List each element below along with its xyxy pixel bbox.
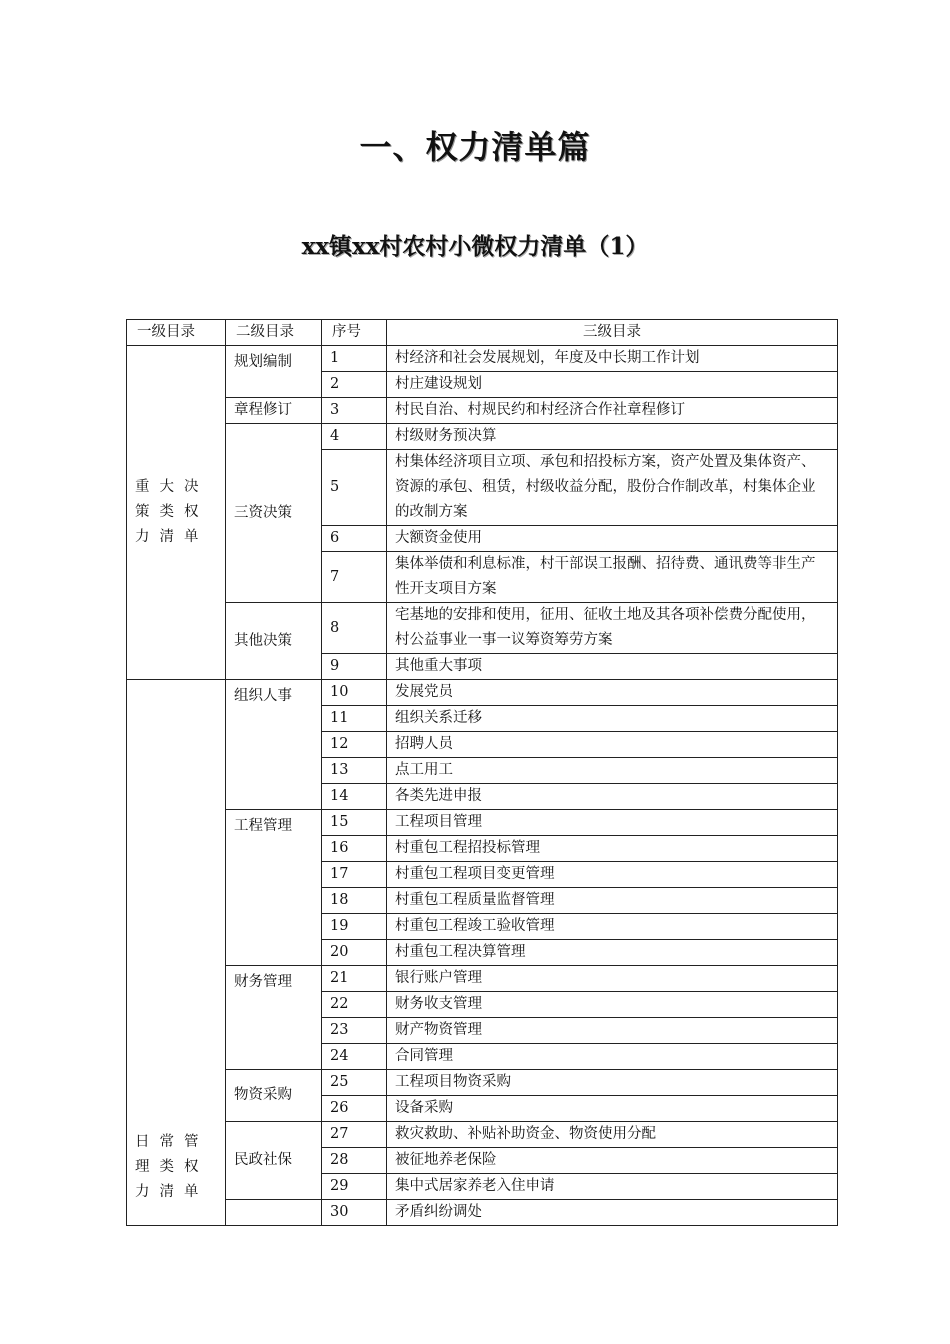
table-row xyxy=(127,1070,838,1096)
item-number: 23 xyxy=(322,1018,387,1044)
level3-item: 村庄建设规划 xyxy=(387,372,838,398)
level2-category: 章程修订 xyxy=(226,398,322,424)
item-number: 17 xyxy=(322,862,387,888)
table-row xyxy=(127,810,838,836)
level3-item: 发展党员 xyxy=(387,680,838,706)
header-number: 序号 xyxy=(322,320,387,346)
table-row xyxy=(127,398,838,424)
item-number: 26 xyxy=(322,1096,387,1122)
item-number: 24 xyxy=(322,1044,387,1070)
level2-category: 民政社保 xyxy=(226,1122,322,1200)
item-number: 6 xyxy=(322,526,387,552)
table-row xyxy=(127,680,838,706)
item-number: 4 xyxy=(322,424,387,450)
level3-item: 村级财务预决算 xyxy=(387,424,838,450)
page-subtitle: xx镇xx村农村小微权力清单（1） xyxy=(301,233,649,260)
item-number: 22 xyxy=(322,992,387,1018)
level3-item: 村重包工程招投标管理 xyxy=(387,836,838,862)
item-number: 25 xyxy=(322,1070,387,1096)
item-number: 7 xyxy=(322,552,387,603)
item-number: 27 xyxy=(322,1122,387,1148)
table-row xyxy=(127,424,838,450)
item-number: 1 xyxy=(322,346,387,372)
page-title: 一、权力清单篇 xyxy=(359,128,591,166)
item-number: 3 xyxy=(322,398,387,424)
level3-item: 合同管理 xyxy=(387,1044,838,1070)
header-level2: 二级目录 xyxy=(226,320,322,346)
level3-item: 招聘人员 xyxy=(387,732,838,758)
level2-category: 其他决策 xyxy=(226,603,322,680)
power-list-table xyxy=(126,319,838,1226)
level2-category: 规划编制 xyxy=(226,346,322,398)
level2-category xyxy=(226,1200,322,1226)
level3-item: 村重包工程竣工验收管理 xyxy=(387,914,838,940)
item-number: 16 xyxy=(322,836,387,862)
level3-item: 其他重大事项 xyxy=(387,654,838,680)
level3-item: 财务收支管理 xyxy=(387,992,838,1018)
level2-category: 财务管理 xyxy=(226,966,322,1070)
level3-item: 集体举债和利息标准，村干部误工报酬、招待费、通讯费等非生产性开支项目方案 xyxy=(387,552,838,603)
level3-item: 财产物资管理 xyxy=(387,1018,838,1044)
level3-item: 村重包工程决算管理 xyxy=(387,940,838,966)
level3-item: 村集体经济项目立项、承包和招投标方案，资产处置及集体资产、资源的承包、租赁，村级收益分配，股份合作制改革，村集体企业的改制方案 xyxy=(387,450,838,526)
header-level3: 三级目录 xyxy=(387,320,838,346)
item-number: 21 xyxy=(322,966,387,992)
level3-item: 矛盾纠纷调处 xyxy=(387,1200,838,1226)
item-number: 8 xyxy=(322,603,387,654)
table-header-row xyxy=(127,320,838,346)
item-number: 30 xyxy=(322,1200,387,1226)
level2-category: 三资决策 xyxy=(226,424,322,603)
level2-category: 工程管理 xyxy=(226,810,322,966)
level3-item: 银行账户管理 xyxy=(387,966,838,992)
level3-item: 救灾救助、补贴补助资金、物资使用分配 xyxy=(387,1122,838,1148)
level3-item: 设备采购 xyxy=(387,1096,838,1122)
level3-item: 集中式居家养老入住申请 xyxy=(387,1174,838,1200)
item-number: 28 xyxy=(322,1148,387,1174)
table-row xyxy=(127,603,838,654)
table-body xyxy=(127,346,838,1226)
table-row xyxy=(127,1200,838,1226)
item-number: 15 xyxy=(322,810,387,836)
table-row xyxy=(127,1122,838,1148)
table-row xyxy=(127,966,838,992)
level3-item: 宅基地的安排和使用，征用、征收土地及其各项补偿费分配使用，村公益事业一事一议筹资筹劳方案 xyxy=(387,603,838,654)
level3-item: 点工用工 xyxy=(387,758,838,784)
header-level1: 一级目录 xyxy=(127,320,226,346)
item-number: 13 xyxy=(322,758,387,784)
item-number: 19 xyxy=(322,914,387,940)
level3-item: 村经济和社会发展规划，年度及中长期工作计划 xyxy=(387,346,838,372)
item-number: 5 xyxy=(322,450,387,526)
item-number: 18 xyxy=(322,888,387,914)
item-number: 9 xyxy=(322,654,387,680)
level3-item: 被征地养老保险 xyxy=(387,1148,838,1174)
level3-item: 组织关系迁移 xyxy=(387,706,838,732)
item-number: 29 xyxy=(322,1174,387,1200)
level2-category: 组织人事 xyxy=(226,680,322,810)
level3-item: 大额资金使用 xyxy=(387,526,838,552)
level3-item: 工程项目管理 xyxy=(387,810,838,836)
level2-category: 物资采购 xyxy=(226,1070,322,1122)
level3-item: 村重包工程项目变更管理 xyxy=(387,862,838,888)
level3-item: 村民自治、村规民约和村经济合作社章程修订 xyxy=(387,398,838,424)
level3-item: 村重包工程质量监督管理 xyxy=(387,888,838,914)
level1-category: 日常管理类权力清单 xyxy=(127,680,226,1226)
item-number: 10 xyxy=(322,680,387,706)
item-number: 12 xyxy=(322,732,387,758)
level3-item: 各类先进申报 xyxy=(387,784,838,810)
item-number: 11 xyxy=(322,706,387,732)
table-row xyxy=(127,346,838,372)
item-number: 2 xyxy=(322,372,387,398)
item-number: 20 xyxy=(322,940,387,966)
level1-category: 重大决策类权力清单 xyxy=(127,346,226,680)
item-number: 14 xyxy=(322,784,387,810)
level3-item: 工程项目物资采购 xyxy=(387,1070,838,1096)
